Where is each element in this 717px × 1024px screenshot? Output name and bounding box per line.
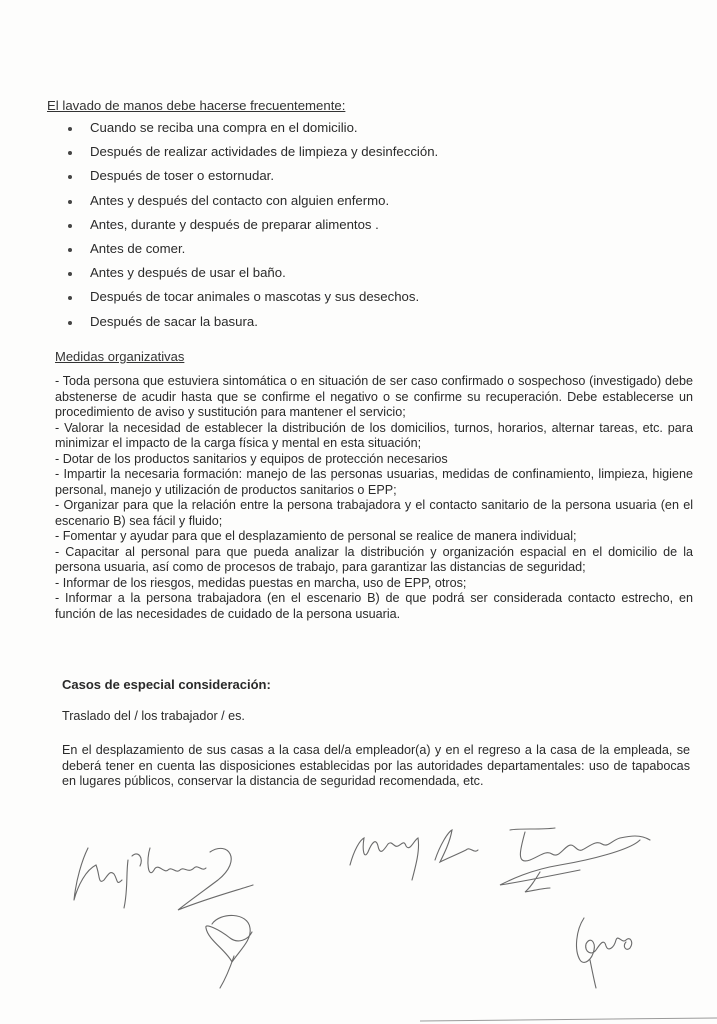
organizational-heading: Medidas organizativas: [55, 349, 185, 364]
bullet-icon: [68, 175, 72, 179]
signature-right: [340, 810, 670, 900]
measure-item: - Valorar la necesidad de establecer la distribución de los domicilios, turnos, horarios, alternar tareas, etc. para minimizar el impacto de la carga física y mental en esta situación;: [55, 420, 693, 450]
handwashing-list: [68, 117, 438, 335]
bullet-icon: [68, 248, 72, 252]
list-item-text: Antes, durante y después de preparar alimentos .: [90, 216, 379, 232]
list-item: [68, 262, 438, 286]
bullet-icon: [68, 321, 72, 325]
bullet-icon: [68, 272, 72, 276]
list-item: [68, 286, 438, 310]
initials-left: [200, 910, 270, 990]
organizational-measures: [55, 374, 693, 622]
signature-left: [68, 830, 278, 920]
handwashing-heading: El lavado de manos debe hacerse frecuentemente:: [47, 98, 346, 113]
bullet-icon: [68, 151, 72, 155]
measure-item: - Fomentar y ayudar para que el desplazamiento de personal se realice de manera individual;: [55, 529, 577, 543]
measure-item: - Toda persona que estuviera sintomática o en situación de ser caso confirmado o sospechoso (investigado) debe abstenerse de acudir hasta que se confirme el negativo o se confirme su recuperación. Debe establecerse un procedimiento de aviso y sustitución para mantener el servicio;: [55, 374, 693, 419]
list-item-text: Antes de comer.: [90, 240, 186, 256]
list-item-text: Antes y después del contacto con alguien enfermo.: [90, 192, 390, 208]
bullet-icon: [68, 127, 72, 131]
paragraph-text: En el desplazamiento de sus casas a la casa del/a empleador(a) y en el regreso a la casa de la empleada, se deberá tener en cuenta las disposiciones establecidas por las autoridades departamentales: uso de tapabocas en lugares públicos, conservar la distancia de seguridad recomendada, etc.: [62, 743, 690, 788]
special-cases-paragraph: [62, 743, 690, 790]
measure-item: - Impartir la necesaria formación: manejo de las personas usuarias, medidas de confinamiento, limpieza, higiene personal, manejo y utilización de productos sanitarios o EPP;: [55, 467, 693, 497]
special-cases-heading: Casos de especial consideración:: [62, 677, 271, 692]
list-item-text: Después de tocar animales o mascotas y sus desechos.: [90, 289, 420, 305]
list-item-text: Después de sacar la basura.: [90, 313, 258, 329]
page-edge-line: [420, 1017, 717, 1021]
measure-item: - Capacitar al personal para que pueda analizar la distribución y organización espacial en el domicilio de la persona usuaria, así como de procesos de trabajo, para garantizar las distancias de seguridad;: [55, 544, 693, 574]
bullet-icon: [68, 200, 72, 204]
list-item-text: Cuando se reciba una compra en el domicilio.: [90, 120, 358, 135]
list-item: [68, 165, 438, 189]
list-item: [68, 311, 438, 335]
bullet-icon: [68, 296, 72, 300]
list-item: [68, 117, 438, 141]
bullet-icon: [68, 224, 72, 228]
measure-item: - Dotar de los productos sanitarios y equipos de protección necesarios: [55, 451, 448, 466]
measure-item: - Informar a la persona trabajadora (en el escenario B) de que podrá ser considerada contacto estrecho, en función de las necesidades de cuidado de la persona usuaria.: [55, 591, 693, 621]
list-item-text: Después de toser o estornudar.: [90, 168, 275, 184]
list-item-text: Antes y después de usar el baño.: [90, 265, 286, 281]
list-item: [68, 190, 438, 214]
initials-right: [570, 910, 650, 990]
measure-item: - Informar de los riesgos, medidas puestas en marcha, uso de EPP, otros;: [55, 575, 467, 590]
list-item: [68, 141, 438, 165]
list-item-text: Después de realizar actividades de limpieza y desinfección.: [90, 144, 439, 160]
special-cases-subheading: Traslado del / los trabajador / es.: [62, 709, 245, 723]
list-item: [68, 238, 438, 262]
measure-item: - Organizar para que la relación entre la persona trabajadora y el contacto sanitario de la persona usuaria (en el escenario B) sea fácil y fluido;: [55, 498, 693, 528]
list-item: [68, 214, 438, 238]
